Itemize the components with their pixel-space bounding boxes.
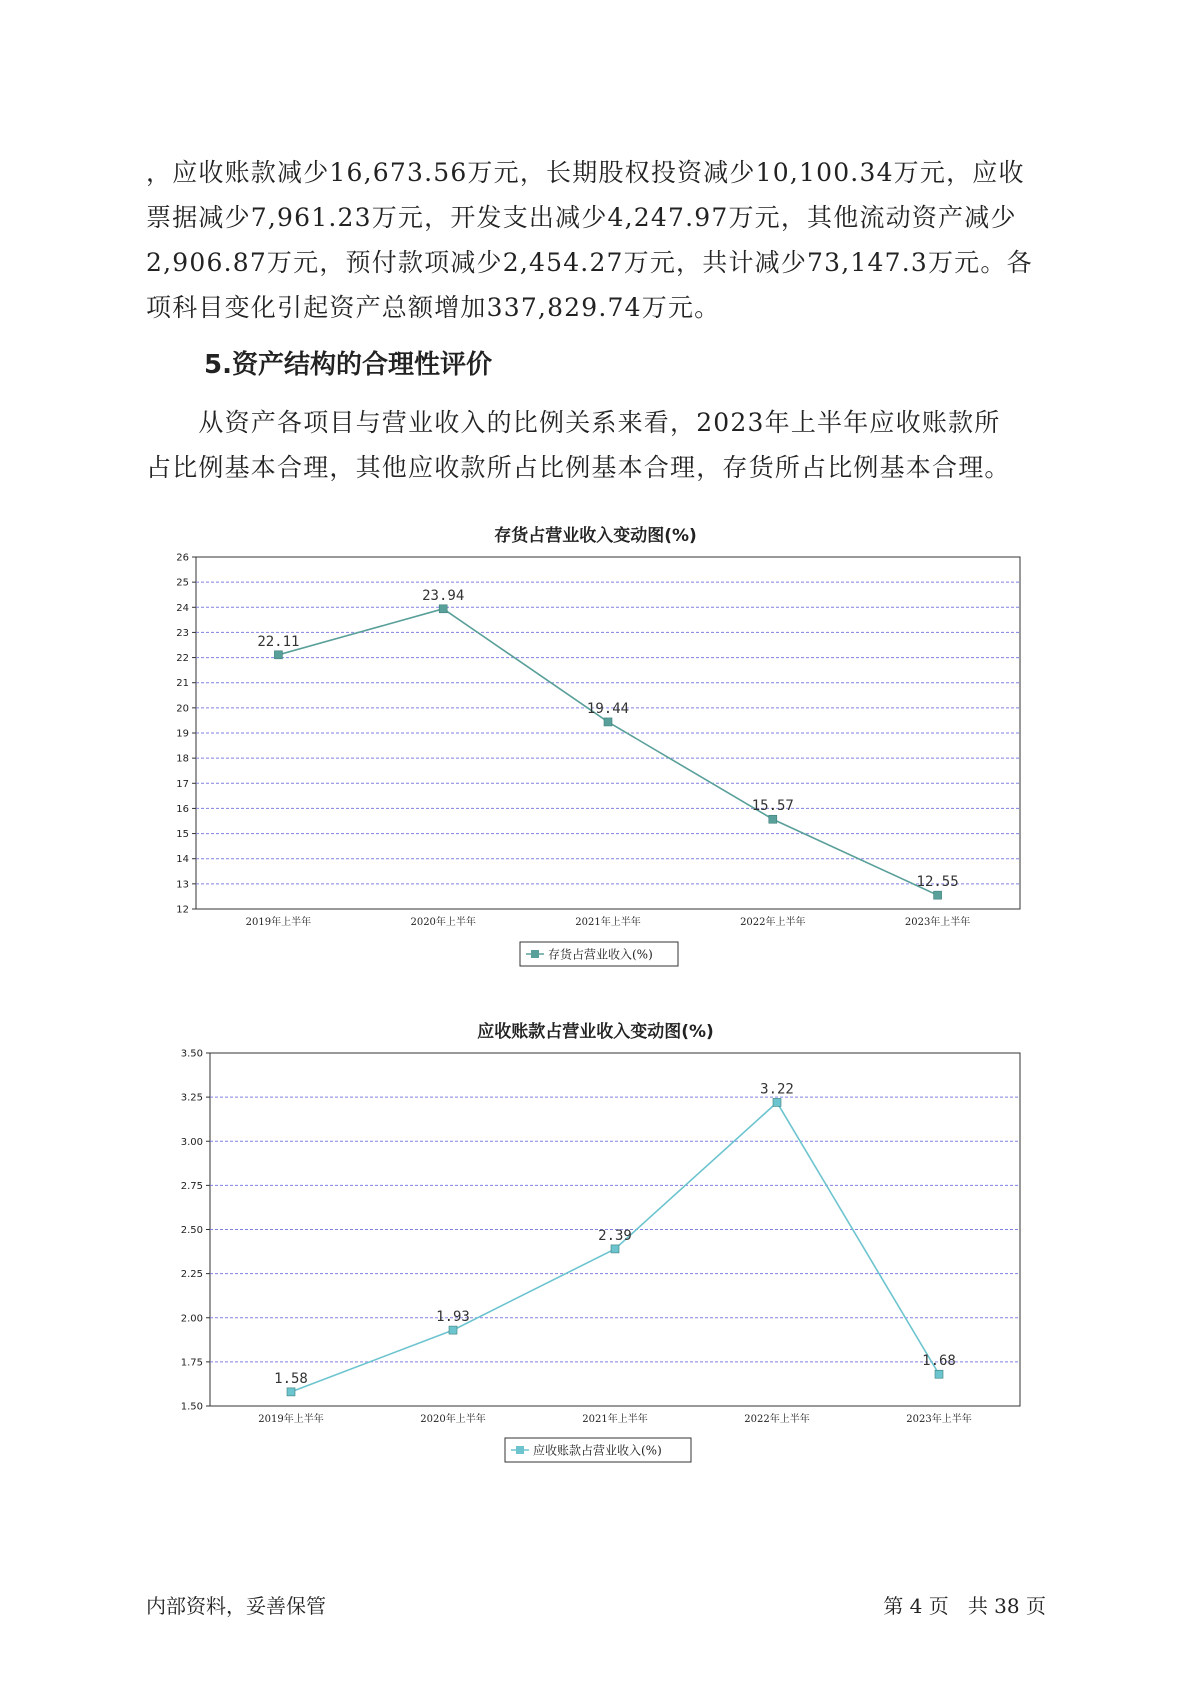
footer-confidential-note: 内部资料，妥善保管 [146, 1594, 326, 1618]
data-point [604, 718, 612, 726]
y-tick-label: 2.75 [180, 1180, 203, 1192]
legend-label: 应收账款占营业收入(%) [533, 1443, 662, 1458]
y-tick-label: 13 [176, 879, 189, 891]
y-tick-label: 2.25 [180, 1269, 203, 1281]
y-tick-label: 1.75 [180, 1357, 203, 1369]
x-tick-label: 2020年上半年 [420, 1414, 486, 1425]
data-point [773, 1098, 781, 1106]
x-tick-label: 2019年上半年 [245, 917, 312, 928]
text-line: 从资产各项目与营业收入的比例关系来看，2023年上半年应收账款所 [146, 408, 1001, 437]
paragraph-asset-structure [146, 400, 1046, 490]
y-tick-label: 26 [176, 552, 189, 564]
data-point [769, 815, 777, 823]
data-label: 3.22 [760, 1081, 794, 1098]
y-tick-label: 3.50 [180, 1048, 203, 1060]
x-tick-label: 2022年上半年 [744, 1414, 810, 1425]
x-tick-label: 2020年上半年 [410, 917, 476, 928]
x-tick-label: 2023年上半年 [904, 917, 971, 928]
footer-page-number: 第 4 页 共 38 页 [883, 1594, 1046, 1618]
data-point [611, 1245, 619, 1253]
y-tick-label: 2.50 [180, 1225, 203, 1236]
y-tick-label: 1.50 [180, 1401, 203, 1413]
data-label: 19.44 [586, 700, 630, 717]
y-tick-label: 19 [176, 728, 189, 740]
y-tick-label: 14 [176, 854, 189, 866]
x-tick-label: 2021年上半年 [575, 917, 641, 928]
x-tick-label: 2022年上半年 [740, 917, 806, 928]
legend-marker [531, 950, 539, 958]
y-tick-label: 15 [176, 829, 189, 841]
chart-title-receivables: 应收账款占营业收入变动图(%) [477, 1022, 714, 1042]
y-tick-label: 23 [176, 627, 189, 639]
inventory-ratio-chart [0, 545, 1191, 985]
data-label: 22.11 [257, 633, 300, 650]
x-tick-label: 2021年上半年 [582, 1414, 648, 1425]
data-point [439, 605, 447, 613]
y-tick-label: 21 [176, 678, 189, 690]
data-point [934, 891, 942, 899]
text-line: ，应收账款减少16,673.56万元，长期股权投资减少10,100.34万元，应收 [146, 158, 1025, 187]
text-line: 项科目变化引起资产总额增加337,829.74万元。 [146, 293, 721, 322]
data-label: 23.94 [422, 587, 465, 604]
y-tick-label: 3.25 [180, 1092, 203, 1104]
section-heading: 5.资产结构的合理性评价 [204, 350, 492, 380]
text-line: 2,906.87万元，预付款项减少2,454.27万元，共计减少73,147.3万元。各 [146, 248, 1033, 277]
data-point [287, 1388, 295, 1396]
y-tick-label: 20 [176, 703, 189, 715]
y-tick-label: 16 [176, 803, 189, 815]
legend-marker [516, 1446, 524, 1454]
y-tick-label: 12 [176, 904, 189, 916]
legend-label: 存货占营业收入(%) [548, 947, 653, 962]
data-point [274, 651, 282, 659]
data-label: 15.57 [751, 798, 794, 815]
text-line: 票据减少7,961.23万元，开发支出减少4,247.97万元，其他流动资产减少 [146, 203, 1017, 232]
data-label: 1.68 [922, 1353, 956, 1370]
receivables-ratio-chart [0, 1040, 1191, 1480]
data-label: 1.58 [274, 1370, 308, 1387]
y-tick-label: 22 [176, 653, 189, 665]
y-tick-label: 2.00 [180, 1313, 203, 1325]
y-tick-label: 24 [176, 602, 189, 614]
data-label: 12.55 [916, 874, 959, 891]
x-tick-label: 2019年上半年 [258, 1414, 324, 1425]
data-label: 1.93 [436, 1309, 470, 1326]
data-point [449, 1326, 457, 1334]
paragraph-asset-changes [146, 150, 1046, 330]
x-tick-label: 2023年上半年 [906, 1414, 972, 1425]
y-tick-label: 3.00 [180, 1136, 203, 1148]
text-line: 占比例基本合理，其他应收款所占比例基本合理，存货所占比例基本合理。 [146, 453, 1011, 482]
chart-title-inventory: 存货占营业收入变动图(%) [494, 526, 697, 546]
data-point [935, 1370, 943, 1378]
y-tick-label: 17 [176, 778, 189, 790]
data-label: 2.39 [598, 1227, 632, 1244]
y-tick-label: 18 [176, 753, 189, 765]
y-tick-label: 25 [176, 577, 189, 589]
